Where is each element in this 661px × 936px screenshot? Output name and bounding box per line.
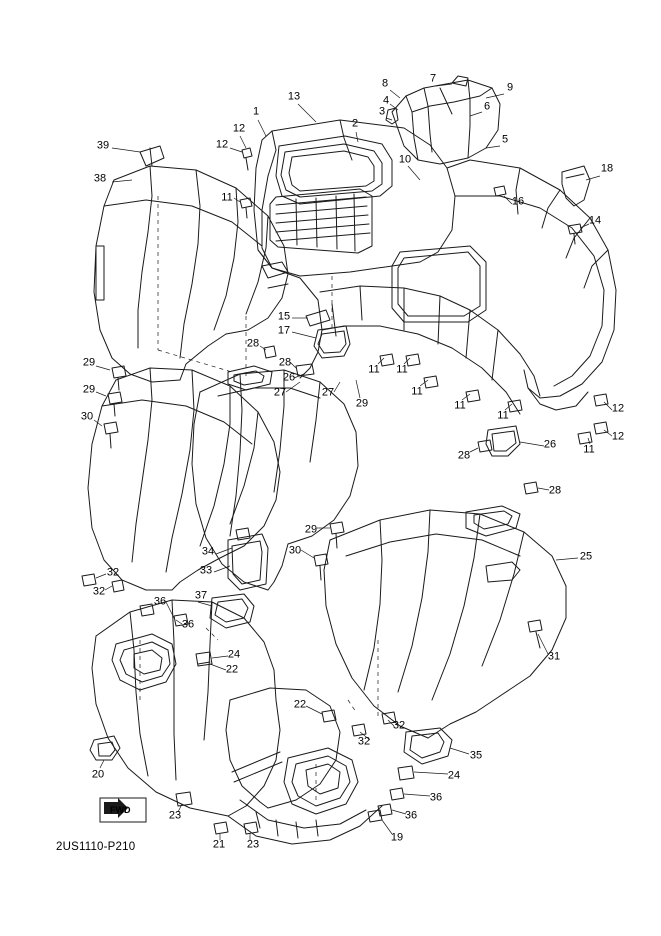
fwd-label: FWD bbox=[110, 805, 131, 815]
callout-32-c: 32 bbox=[392, 719, 406, 732]
callout-10: 10 bbox=[398, 153, 412, 166]
callout-39: 39 bbox=[96, 139, 110, 152]
callout-30-a: 30 bbox=[80, 410, 94, 423]
callout-32-d: 32 bbox=[357, 735, 371, 748]
callout-1: 1 bbox=[252, 105, 260, 118]
callout-36-d: 36 bbox=[404, 809, 418, 822]
callout-13: 13 bbox=[287, 90, 301, 103]
callout-24-a: 24 bbox=[227, 648, 241, 661]
callout-11-g: 11 bbox=[583, 443, 595, 456]
callout-9: 9 bbox=[506, 81, 514, 94]
callout-24-b: 24 bbox=[447, 769, 461, 782]
callout-11-f: 11 bbox=[497, 409, 509, 422]
callout-15: 15 bbox=[277, 310, 291, 323]
callout-23-b: 23 bbox=[246, 838, 260, 851]
callout-35: 35 bbox=[469, 749, 483, 762]
callout-14: 14 bbox=[588, 214, 602, 227]
callout-29-b: 29 bbox=[82, 356, 96, 369]
callout-23-a: 23 bbox=[168, 809, 182, 822]
callout-7: 7 bbox=[429, 72, 437, 85]
callout-11-d: 11 bbox=[411, 385, 423, 398]
callout-27-a: 27 bbox=[273, 386, 287, 399]
callout-4: 4 bbox=[382, 94, 390, 107]
callout-21: 21 bbox=[212, 838, 226, 851]
callout-12-d: 12 bbox=[611, 430, 625, 443]
callout-11-c: 11 bbox=[396, 363, 408, 376]
callout-27-b: 27 bbox=[321, 386, 335, 399]
part-code-label: 2US1110-P210 bbox=[56, 841, 136, 853]
callout-36-c: 36 bbox=[429, 791, 443, 804]
callout-11-b: 11 bbox=[368, 363, 380, 376]
callout-22-b: 22 bbox=[293, 698, 307, 711]
callout-30-b: 30 bbox=[288, 544, 302, 557]
callout-26-b: 26 bbox=[543, 438, 557, 451]
callout-6: 6 bbox=[483, 100, 491, 113]
callout-11-e: 11 bbox=[454, 399, 466, 412]
callout-25: 25 bbox=[579, 550, 593, 563]
callout-38: 38 bbox=[93, 172, 107, 185]
callout-31: 31 bbox=[547, 650, 561, 663]
callout-20: 20 bbox=[91, 768, 105, 781]
callout-2: 2 bbox=[351, 117, 359, 130]
callout-18: 18 bbox=[600, 162, 614, 175]
callout-12-c: 12 bbox=[611, 402, 625, 415]
callout-3: 3 bbox=[378, 105, 386, 118]
callout-17: 17 bbox=[277, 324, 291, 337]
callout-8: 8 bbox=[381, 77, 389, 90]
callout-19: 19 bbox=[390, 831, 404, 844]
callout-36-a: 36 bbox=[153, 595, 167, 608]
callout-22-a: 22 bbox=[225, 663, 239, 676]
callout-34: 34 bbox=[201, 545, 215, 558]
callout-16: 16 bbox=[511, 195, 525, 208]
callout-28-a: 28 bbox=[246, 337, 260, 350]
callout-12-a: 12 bbox=[232, 122, 246, 135]
callout-28-d: 28 bbox=[548, 484, 562, 497]
callout-5: 5 bbox=[501, 133, 509, 146]
callout-33: 33 bbox=[199, 564, 213, 577]
callout-37: 37 bbox=[194, 589, 208, 602]
callout-11-a: 11 bbox=[221, 191, 233, 204]
callout-32-a: 32 bbox=[106, 566, 120, 579]
callout-28-c: 28 bbox=[457, 449, 471, 462]
callout-29-c: 29 bbox=[82, 383, 96, 396]
callout-28-b: 28 bbox=[278, 356, 292, 369]
callout-29-a: 29 bbox=[355, 397, 369, 410]
callout-12-b: 12 bbox=[215, 138, 229, 151]
callout-29-d: 29 bbox=[304, 523, 318, 536]
callout-26-a: 26 bbox=[282, 371, 296, 384]
callout-32-b: 32 bbox=[92, 585, 106, 598]
callout-36-b: 36 bbox=[181, 618, 195, 631]
